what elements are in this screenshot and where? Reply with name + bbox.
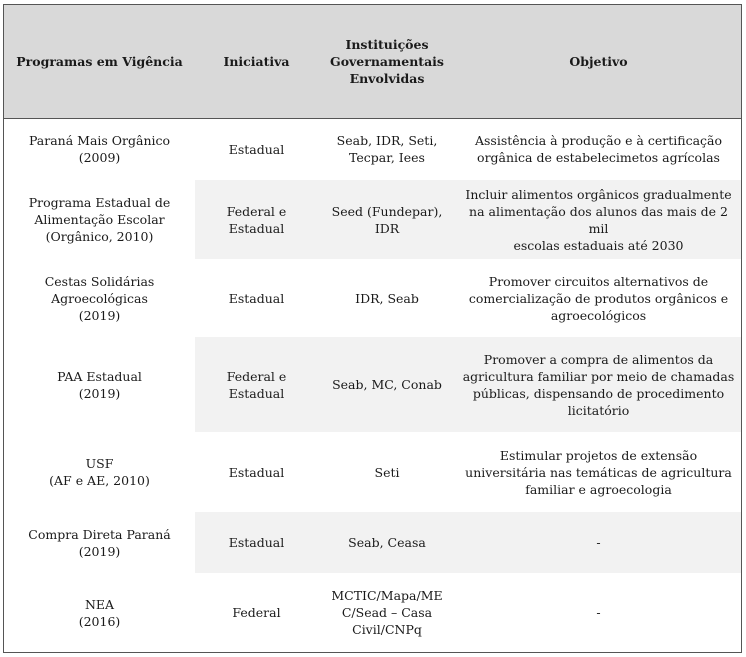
cell-institutions: Seed (Fundepar), IDR: [318, 180, 456, 259]
table-row: [4, 512, 741, 573]
cell-program: NEA (2016): [4, 573, 195, 652]
cell-initiative: Estadual: [195, 118, 318, 180]
cell-objective: Estimular projetos de extensão universitária nas temáticas de agricultura familiar e agroecologia: [456, 432, 741, 512]
header-initiative: Iniciativa: [195, 5, 318, 118]
header-institutions: Instituições Governamentais Envolvidas: [318, 5, 456, 118]
header-row: [4, 5, 741, 118]
header-programs: Programas em Vigência: [4, 5, 195, 118]
programs-table-container: [3, 4, 742, 653]
cell-institutions: Seab, MC, Conab: [318, 337, 456, 432]
table-row: [4, 118, 741, 180]
cell-program: Paraná Mais Orgânico (2009): [4, 118, 195, 180]
programs-table: [4, 5, 741, 652]
cell-institutions: Seab, Ceasa: [318, 512, 456, 573]
cell-initiative: Estadual: [195, 512, 318, 573]
table-row: [4, 573, 741, 652]
header-objective: Objetivo: [456, 5, 741, 118]
cell-program: Programa Estadual de Alimentação Escolar (Orgânico, 2010): [4, 180, 195, 259]
cell-initiative: Federal: [195, 573, 318, 652]
cell-program: PAA Estadual (2019): [4, 337, 195, 432]
cell-institutions: Seti: [318, 432, 456, 512]
cell-objective: Incluir alimentos orgânicos gradualmente na alimentação dos alunos das mais de 2 mil escolas estaduais até 2030: [456, 180, 741, 259]
cell-institutions: Seab, IDR, Seti, Tecpar, Iees: [318, 118, 456, 180]
cell-initiative: Estadual: [195, 432, 318, 512]
cell-objective: -: [456, 573, 741, 652]
table-row: [4, 432, 741, 512]
cell-objective: Assistência à produção e à certificação orgânica de estabelecimetos agrícolas: [456, 118, 741, 180]
cell-objective: -: [456, 512, 741, 573]
table-row: [4, 337, 741, 432]
cell-objective: Promover a compra de alimentos da agricultura familiar por meio de chamadas públicas, dispensando de procedimento licitatório: [456, 337, 741, 432]
cell-initiative: Federal e Estadual: [195, 180, 318, 259]
cell-initiative: Federal e Estadual: [195, 337, 318, 432]
cell-program: USF (AF e AE, 2010): [4, 432, 195, 512]
cell-program: Cestas Solidárias Agroecológicas (2019): [4, 259, 195, 337]
table-row: [4, 259, 741, 337]
cell-initiative: Estadual: [195, 259, 318, 337]
table-row: [4, 180, 741, 259]
cell-program: Compra Direta Paraná (2019): [4, 512, 195, 573]
cell-institutions: IDR, Seab: [318, 259, 456, 337]
cell-objective: Promover circuitos alternativos de comercialização de produtos orgânicos e agroecológicos: [456, 259, 741, 337]
cell-institutions: MCTIC/Mapa/ME C/Sead – Casa Civil/CNPq: [318, 573, 456, 652]
